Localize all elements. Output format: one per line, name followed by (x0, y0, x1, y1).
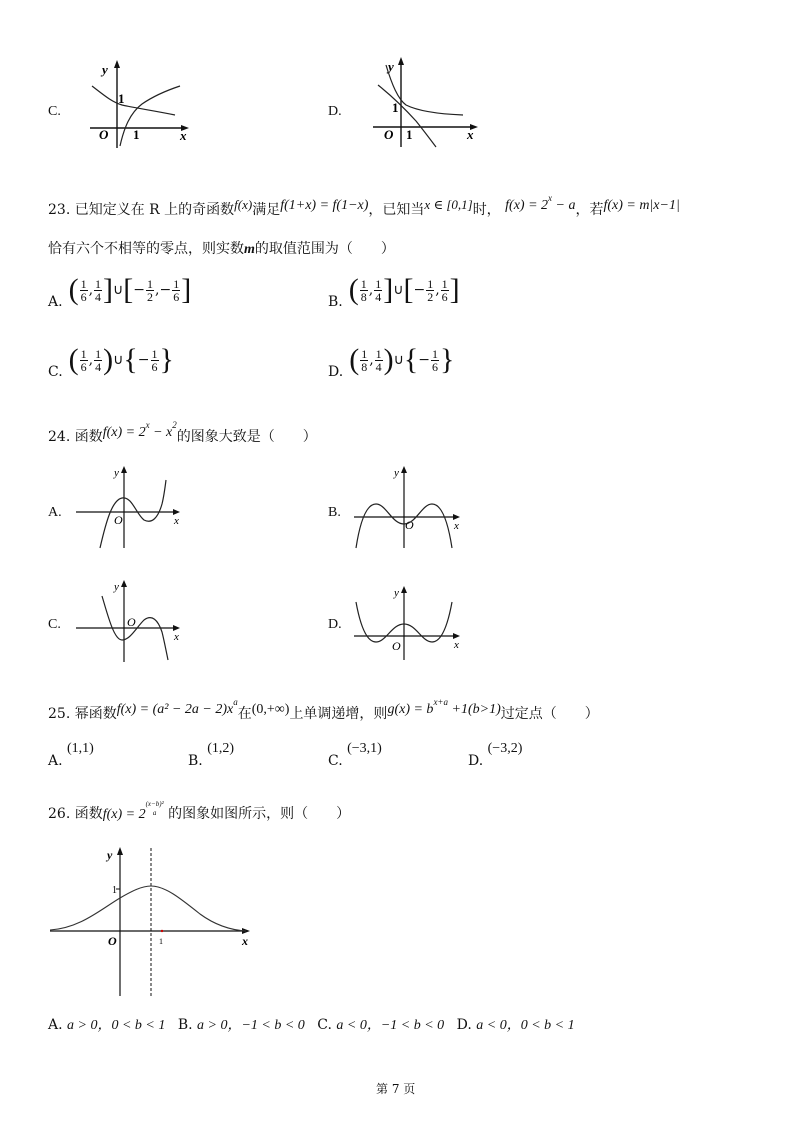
q25-option-a[interactable]: A. (1,1) (48, 741, 94, 769)
math-eq: $f(x) = 2^x - x^2$ (102, 420, 177, 440)
axis-y-label: y (394, 587, 399, 599)
q25-option-b[interactable]: B. (1,2) (188, 741, 235, 769)
axis-y-label: y (388, 59, 394, 74)
x-one-label: 1 (133, 127, 140, 142)
q26-option-d[interactable]: D. a < 0，0 < b < 1 (456, 1017, 575, 1033)
origin-label: O (127, 615, 136, 629)
axis-x-label: x (242, 934, 248, 948)
math-eq2: $f(x) = 2^x - a$ (505, 193, 576, 213)
question-number: 26. (48, 806, 71, 822)
math-fx: f(x) (234, 197, 253, 212)
math-eq: f(x) = 2 (x−b)² a (102, 800, 164, 822)
q24-option-d-label[interactable]: D. (328, 617, 342, 632)
q26-option-b[interactable]: B. a > 0，−1 < b < 0 (177, 1017, 305, 1033)
q25-option-d[interactable]: D. (−3,2) (468, 741, 523, 769)
axis-y-label: y (114, 581, 119, 593)
q26-options-row (48, 1014, 575, 1034)
math-eq2: $g(x) = b^{x+a} +1(b>1)$ (387, 697, 501, 717)
math-eq1: f(1+x) = f(1−x) (280, 198, 369, 213)
y-one-label: 1 (392, 100, 399, 115)
axis-x-label: x (467, 127, 474, 142)
q26-graph (50, 842, 262, 1002)
math-interval: (0,+∞) (251, 702, 290, 717)
x-one-marker (161, 930, 163, 932)
origin-label: O (114, 513, 123, 527)
q24-option-b-label[interactable]: B. (328, 505, 341, 520)
axis-x-label: x (454, 639, 459, 651)
question-25-line: 25. 幂函数$f(x) = (a^2 - 2a - 2)x^a$在(0,+∞)上单调递增，则$g(x) = b^{x+a} +1(b>1)$过定点（ ） (48, 697, 599, 722)
q23-option-d[interactable]: D. ( $\frac{1}{8}$ , $\frac{1}{4}$ ) ∪ { − $\frac{1}{6}$ } (328, 343, 455, 380)
q24-graph-a (72, 462, 182, 552)
y-one-label: 1 (118, 91, 125, 106)
page-number: 第 7 页 (376, 1082, 416, 1096)
math-eq1: $f(x) = (a^2 - 2a - 2)x^a$ (116, 697, 238, 717)
q26-option-a[interactable]: A. a > 0，0 < b < 1 (48, 1017, 166, 1033)
axis-y-label: y (394, 467, 399, 479)
axis-x-label: x (174, 631, 179, 643)
q23-option-b[interactable]: B. ( $\frac{1}{8}$ , $\frac{1}{4}$ ] ∪ [ − $\frac{1}{2}$ , $\frac{1}{6}$ ] (328, 273, 460, 310)
math-cond: x ∈ [0,1] (424, 197, 473, 212)
q26-option-c[interactable]: C. a < 0，−1 < b < 0 (317, 1017, 445, 1033)
question-number: 25. (48, 706, 71, 722)
math-eq3: f(x) = m|x−1| (603, 198, 680, 213)
q24-option-a-label[interactable]: A. (48, 505, 62, 520)
axis-y-label: y (107, 848, 113, 862)
axis-x-label: x (174, 515, 179, 527)
question-text: 已知定义在 R 上的奇函数 (74, 202, 235, 218)
origin-label: O (405, 518, 414, 532)
question-23-line2: 恰有六个不相等的零点，则实数m的取值范围为（ ） (48, 241, 395, 257)
q23-option-a[interactable]: A. ( $\frac{1}{6}$ , $\frac{1}{4}$ ] ∪ [ − $\frac{1}{2}$ ,− $\frac{1}{6}$ ] (48, 273, 192, 310)
y-one-label: 1 (112, 885, 117, 896)
origin-label: O (392, 639, 401, 653)
q24-graph-d (352, 582, 464, 662)
option-c-label[interactable]: C. (48, 104, 61, 119)
origin-label: O (108, 934, 117, 948)
x-one-label: 1 (406, 127, 413, 142)
axis-x-label: x (454, 520, 459, 532)
q23-option-c[interactable]: C. ( $\frac{1}{6}$ , $\frac{1}{4}$ ) ∪ { − $\frac{1}{6}$ } (48, 343, 174, 380)
axis-x-label: x (180, 128, 187, 143)
question-23-line1: 23. 已知定义在 R 上的奇函数f(x)满足f(1+x) = f(1−x)，已知当x ∈ [0,1]时， $f(x) = 2^x - a$，若f(x) = m|x−1| (48, 193, 680, 218)
axis-y-label: y (102, 62, 108, 77)
option-c-graph (80, 58, 190, 153)
q24-option-c-label[interactable]: C. (48, 617, 61, 632)
question-24-line: 24. 函数$f(x) = 2^x - x^2$的图象大致是（ ） (48, 420, 317, 445)
question-number: 23. (48, 202, 71, 218)
q25-option-c[interactable]: C. (−3,1) (328, 741, 382, 769)
question-26-line: 26. 函数f(x) = 2 (x−b)² a 的图象如图所示，则（ ） (48, 800, 351, 822)
option-d-graph (368, 55, 480, 153)
x-one-label: 1 (159, 937, 163, 946)
origin-label: O (384, 127, 394, 142)
question-number: 24. (48, 429, 71, 445)
axis-y-label: y (114, 467, 119, 479)
option-d-label[interactable]: D. (328, 104, 342, 119)
q24-graph-b (352, 462, 464, 552)
q24-graph-c (72, 576, 182, 666)
origin-label: O (99, 127, 109, 142)
